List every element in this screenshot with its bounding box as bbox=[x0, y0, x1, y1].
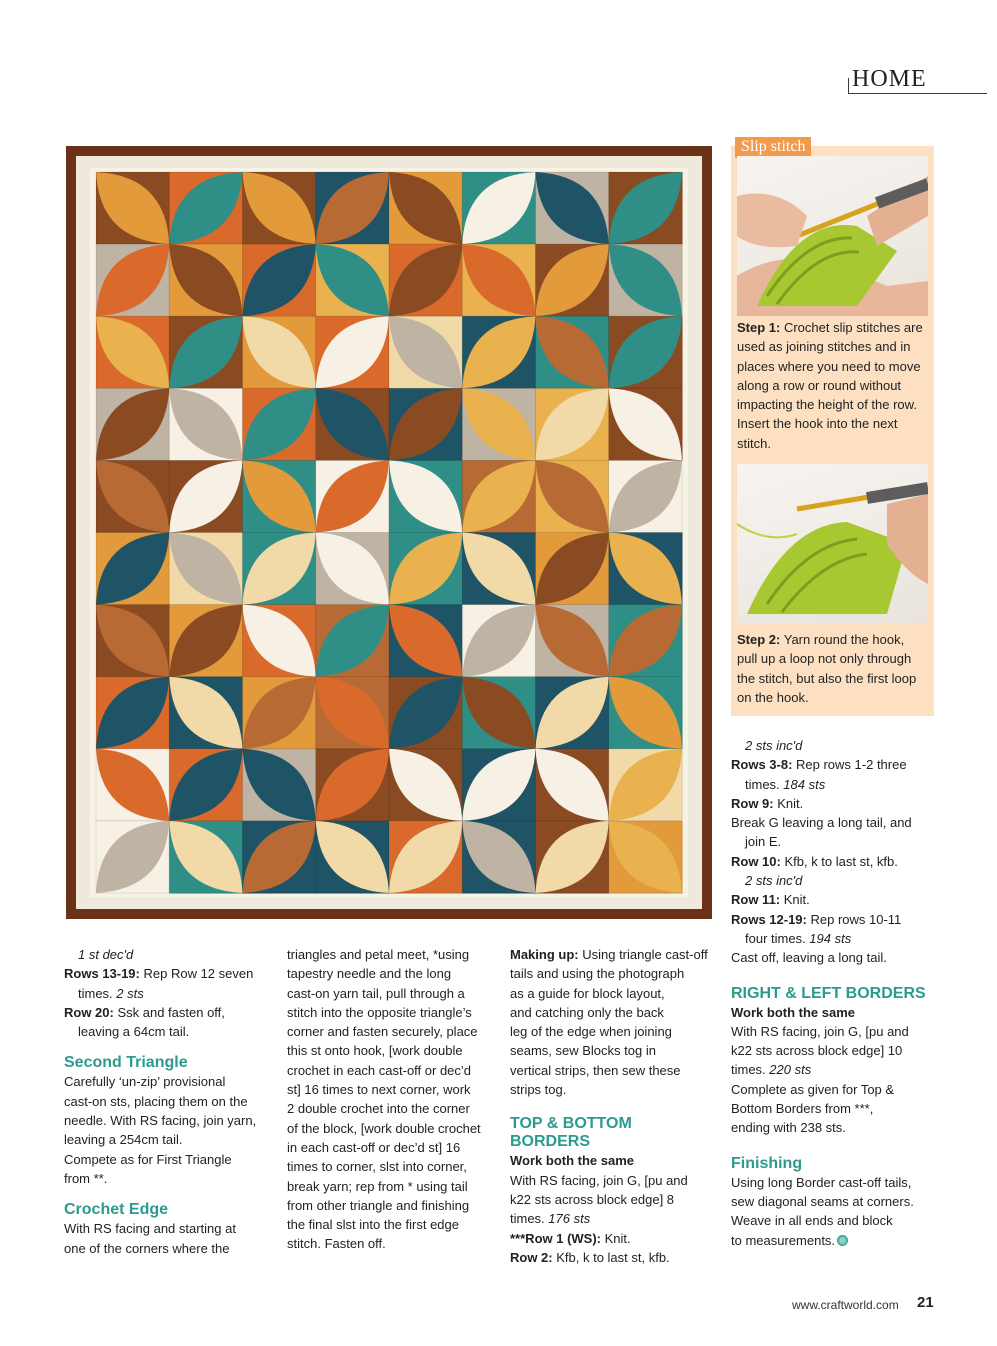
heading-top-bottom-borders: TOP & BOTTOM bbox=[510, 1115, 632, 1133]
column-2-line: cast-on yarn tail, pull through a bbox=[287, 985, 465, 1001]
end-mark-icon bbox=[837, 1235, 848, 1246]
heading-crochet-edge: Crochet Edge bbox=[64, 1201, 169, 1219]
column-2-line: the final slst into the first edge bbox=[287, 1217, 459, 1233]
column-2-line: from other triangle and finishing bbox=[287, 1197, 470, 1213]
slip-stitch-sidebar bbox=[731, 138, 934, 716]
column-4: 2 sts inc'd Rows 3-8: Rep rows 1-2 three times. 184 sts Row 9: Knit. Break G leaving a long tail, and join E. Row 10: Kfb, k to last st, kfb. 2 sts inc'd Row 11: Knit. Rows 12-19: Rep rows 10-11 four times. 194 sts Cast off, leaving a long tail. RIGHT & LEFT BORDERS Work both the same With RS facing, join G, [pu and k22 sts across block edge] 10 times. 220 sts Complete as given for Top & Bottom Borders from ***, ending with 238 sts. Finishing Using long Border cast-off tails, sew diagonal seams at corners. Weave in all ends and block to measurements. bbox=[731, 736, 946, 1250]
heading-second-triangle: Second Triangle bbox=[64, 1054, 188, 1072]
blanket-photo bbox=[66, 146, 712, 919]
column-2-line: st] 16 times to next corner, work bbox=[287, 1082, 471, 1098]
step2-photo bbox=[737, 464, 928, 624]
column-2-line: corner and fasten securely, place bbox=[287, 1024, 478, 1040]
column-2-line: stitch into the opposite triangle’s bbox=[287, 1004, 472, 1020]
column-1: 1 st dec'd Rows 13-19: Rep Row 12 seven times. 2 sts Row 20: Ssk and fasten off, leaving a 64cm tail. Second Triangle Carefully ‘un-zip’ provisional cast-on sts, placing them on the needle. With RS facing, join yarn, leaving a 254cm tail. Compete as for First Triangle from **. Crochet Edge With RS facing and starting at one of the corners where the bbox=[64, 945, 269, 1258]
column-2-line: tapestry needle and the long bbox=[287, 966, 452, 982]
column-2-line: of the block, [work double crochet bbox=[287, 1120, 481, 1136]
column-2-line: crochet in each cast-off or dec’d bbox=[287, 1062, 472, 1078]
section-tag-rule bbox=[848, 78, 849, 94]
column-2-line: times to corner, slst into corner, bbox=[287, 1159, 467, 1175]
footer-url: www.craftworld.com bbox=[792, 1298, 899, 1312]
column-2 bbox=[287, 945, 492, 1254]
step1-text: Step 1: Crochet slip stitches are used as joining stitches and in places where you need to move along a row or round without impacting the height of the row. Insert the hook into the next stitch. bbox=[737, 320, 923, 451]
heading-finishing: Finishing bbox=[731, 1154, 803, 1172]
step1-photo bbox=[737, 156, 928, 316]
section-tag bbox=[848, 64, 987, 94]
heading-right-left-borders: RIGHT & LEFT BORDERS bbox=[731, 984, 926, 1002]
page-number: 21 bbox=[917, 1294, 934, 1311]
column-2-line: stitch. Fasten off. bbox=[287, 1236, 386, 1252]
column-3: Making up: Using triangle cast-off tails and using the photograph as a guide for block layout, and catching only the back leg of the edge when joining seams, sew Blocks tog in vertical strips, then sew these strips tog. TOP & BOTTOM BORDERS Work both the same With RS facing, join G, [pu and k22 sts across block edge] 8 times. 176 sts ***Row 1 (WS): Knit. Row 2: Kfb, k to last st, kfb. bbox=[510, 945, 715, 1267]
section-title: HOME bbox=[852, 66, 927, 92]
step2-text: Step 2: Yarn round the hook, pull up a loop not only through the stitch, but also the first loop on the hook. bbox=[737, 632, 917, 705]
column-2-line: in each cast-off or dec’d st] 16 bbox=[287, 1139, 461, 1155]
column-2-line: 2 double crochet into the corner bbox=[287, 1101, 470, 1117]
sidebar-title: Slip stitch bbox=[735, 137, 811, 158]
column-2-line: this st onto hook, [work double bbox=[287, 1043, 463, 1059]
column-2-line: triangles and petal meet, *using bbox=[287, 947, 470, 962]
column-2-line: break yarn; rep from * using tail bbox=[287, 1178, 468, 1194]
